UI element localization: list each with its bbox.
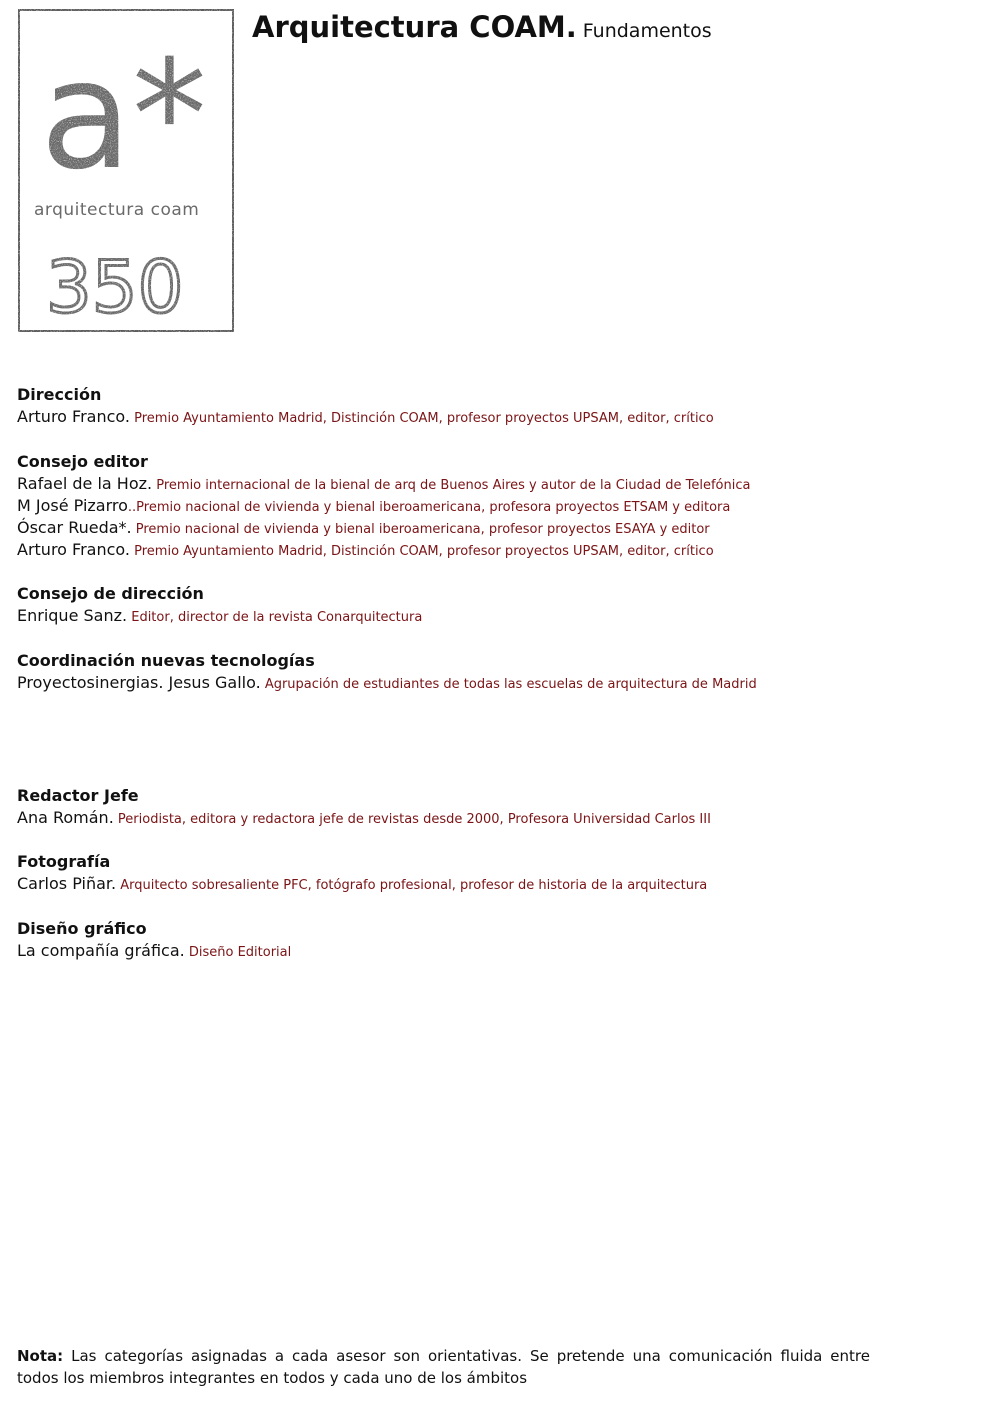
credit-description: Premio Ayuntamiento Madrid, Distinción COAM, profesor proyectos UPSAM, editor, crítico [130,411,714,426]
logo-number: 350 [46,245,184,329]
section-fotografia [17,851,707,895]
arquitectura-coam-350-logo [16,7,236,334]
section-title: Consejo editor [17,452,148,471]
note-text: Las categorías asignadas a cada asesor son orientativas. Se pretende una comunicación fluida entre todos los miembros integrantes en todos y cada uno de los ámbitos [17,1347,870,1387]
credit-description: ..Premio nacional de vivienda y bienal iberoamericana, profesora proyectos ETSAM y editora [127,500,731,515]
section-coordinacion [17,650,757,694]
credit-person: Óscar Rueda*. [17,518,132,537]
logo [16,7,236,334]
note-label: Nota: [17,1347,64,1365]
section-redactor-jefe [17,785,711,829]
section-consejo-direccion [17,583,422,627]
credit-person: Ana Román. [17,808,114,827]
credit-row [17,495,750,517]
section-title: Fotografía [17,852,111,871]
credit-row [17,672,757,694]
credit-row [17,473,750,495]
section-title: Coordinación nuevas tecnologías [17,651,315,670]
credit-description: Agrupación de estudiantes de todas las escuelas de arquitectura de Madrid [260,677,757,692]
credit-row [17,406,714,428]
credit-person: Rafael de la Hoz. [17,474,153,493]
section-consejo-editor [17,451,750,561]
credit-description: Diseño Editorial [184,945,292,960]
credit-person: M José Pizarro [17,496,128,515]
footer-note [17,1345,870,1389]
page-header [252,10,712,44]
section-title: Diseño gráfico [17,919,147,938]
credit-description: Premio nacional de vivienda y bienal iberoamericana, profesor proyectos ESAYA y editor [131,522,710,537]
credit-row [17,940,291,962]
logo-mark: a* [40,29,207,203]
section-title: Redactor Jefe [17,786,139,805]
credit-description: Premio Ayuntamiento Madrid, Distinción COAM, profesor proyectos UPSAM, editor, crítico [130,544,714,559]
credit-row [17,807,711,829]
credit-person: Enrique Sanz. [17,606,128,625]
credit-row [17,605,422,627]
section-direccion [17,384,714,428]
credit-row [17,539,750,561]
page-subtitle: Fundamentos [582,20,712,42]
credit-description: Editor, director de la revista Conarquitectura [127,610,423,625]
credit-person: Carlos Piñar. [17,874,117,893]
credit-row [17,873,707,895]
logo-name: arquitectura coam [34,200,200,220]
credit-row [17,517,750,539]
section-title: Dirección [17,385,102,404]
credit-person: Arturo Franco. [17,407,130,426]
credit-description: Arquitecto sobresaliente PFC, fotógrafo profesional, profesor de historia de la arquitectura [116,878,708,893]
credit-person: Proyectosinergias. Jesus Gallo. [17,673,261,692]
credit-description: Premio internacional de la bienal de arq de Buenos Aires y autor de la Ciudad de Telefónica [152,478,751,493]
credit-person: Arturo Franco. [17,540,130,559]
section-diseno-grafico [17,918,291,962]
page-title: Arquitectura COAM. [252,10,577,44]
section-title: Consejo de dirección [17,584,204,603]
credit-person: La compañía gráfica. [17,941,185,960]
credit-description: Periodista, editora y redactora jefe de revistas desde 2000, Profesora Universidad Carlos III [113,812,711,827]
